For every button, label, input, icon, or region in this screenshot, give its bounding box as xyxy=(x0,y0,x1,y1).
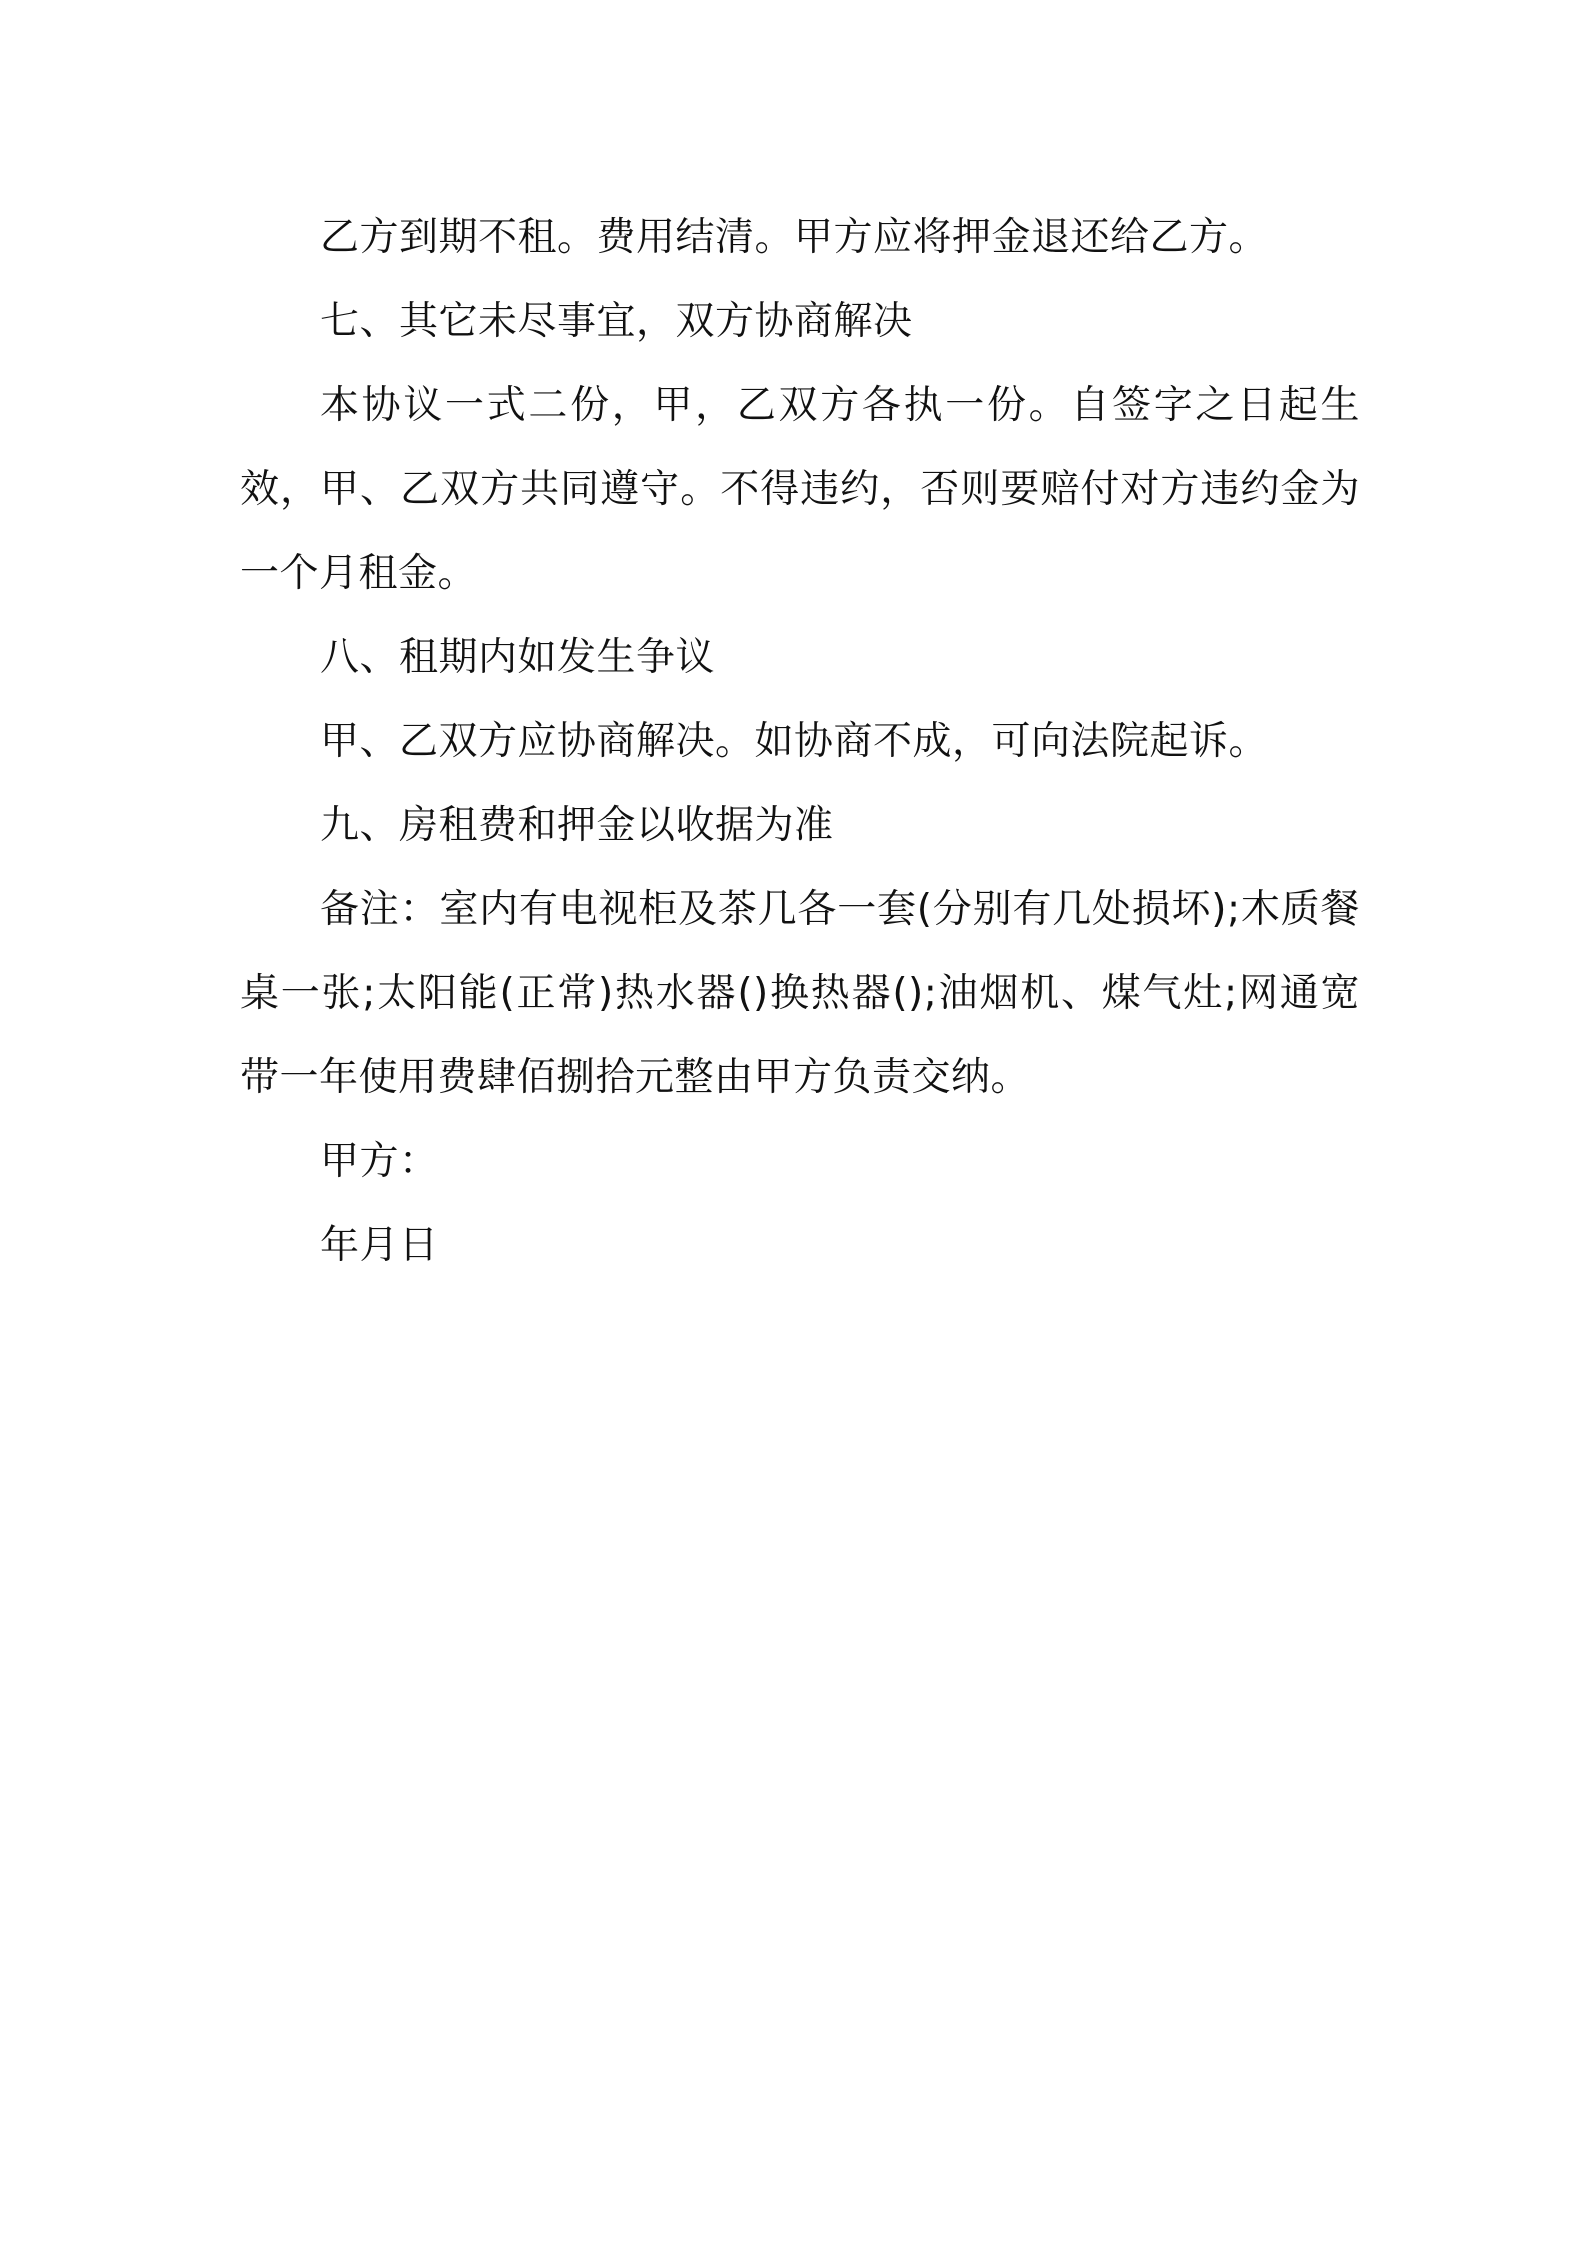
paragraph-agreement-copies: 本协议一式二份，甲，乙双方各执一份。自签字之日起生效，甲、乙双方共同遵守。不得违约，否则要赔付对方违约金为一个月租金。 xyxy=(240,383,1360,596)
clause-seven-heading: 七、其它未尽事宜，双方协商解决 xyxy=(320,299,913,344)
date-label: 年月日 xyxy=(320,1223,439,1268)
clause-eight-heading: 八、租期内如发生争议 xyxy=(320,635,716,680)
party-a-signature-label: 甲方： xyxy=(320,1139,439,1184)
document-body xyxy=(240,196,1360,1288)
paragraph-deposit-return: 乙方到期不租。费用结清。甲方应将押金退还给乙方。 xyxy=(320,215,1269,260)
paragraph-dispute-resolution: 甲、乙双方应协商解决。如协商不成，可向法院起诉。 xyxy=(320,719,1269,764)
paragraph-remarks: 备注：室内有电视柜及茶几各一套(分别有几处损坏);木质餐桌一张;太阳能(正常)热水器()换热器();油烟机、煤气灶;网通宽带一年使用费肆佰捌拾元整由甲方负责交纳。 xyxy=(240,887,1360,1100)
clause-nine-heading: 九、房租费和押金以收据为准 xyxy=(320,803,834,848)
